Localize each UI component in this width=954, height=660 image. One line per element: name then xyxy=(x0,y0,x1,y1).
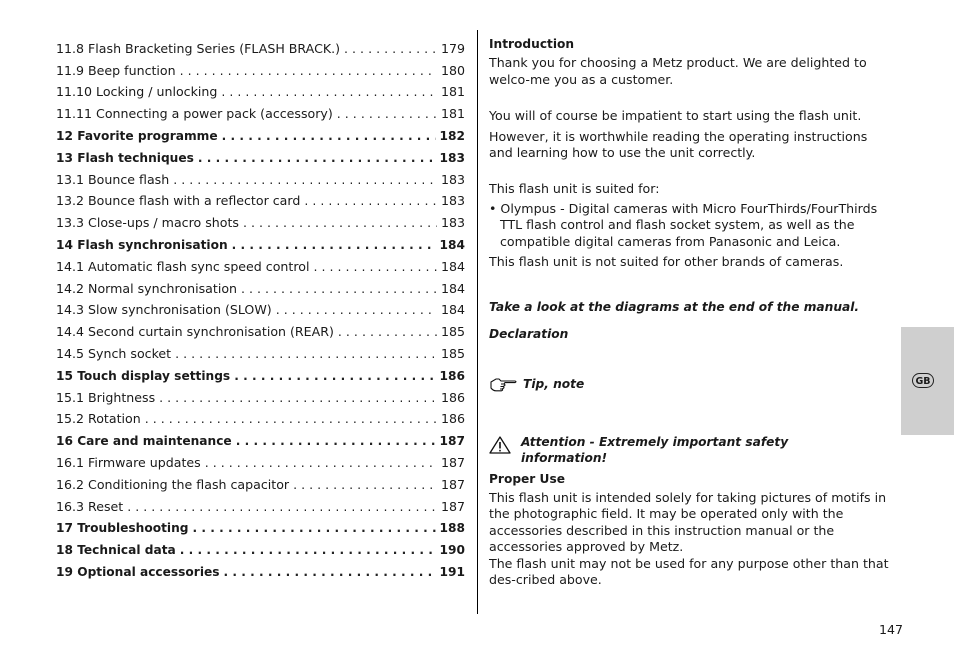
tip-row xyxy=(489,376,899,396)
toc-entry-title: 14.1 Automatic flash sync speed control xyxy=(56,258,310,274)
toc-entry-page: 186 xyxy=(440,411,465,427)
diagrams-note: Take a look at the diagrams at the end of the manual. xyxy=(489,300,860,315)
toc-leader-dots xyxy=(313,259,436,275)
tip-label: Tip, note xyxy=(523,377,585,392)
toc-entry-page: 185 xyxy=(440,324,465,340)
toc-entry-title: 12 Favorite programme xyxy=(56,128,218,143)
proper-use-heading: Proper Use xyxy=(489,471,565,486)
column-divider xyxy=(477,30,478,614)
toc-leader-dots xyxy=(145,411,437,427)
toc-entry-page: 183 xyxy=(440,193,465,209)
toc-entry xyxy=(56,318,465,340)
toc-entry-title: 19 Optional accessories xyxy=(56,564,220,579)
toc-entry-page: 184 xyxy=(440,280,465,296)
toc-entry-title: 14.2 Normal synchronisation xyxy=(56,280,238,296)
toc-entry-page: 185 xyxy=(440,345,465,361)
toc-entry xyxy=(56,362,465,384)
toc-leader-dots xyxy=(337,106,437,122)
toc-entry-title: 14.4 Second curtain synchronisation (REAR) xyxy=(56,324,334,340)
proper-use-paragraph-2: The flash unit may not be used for any purpose other than that des-cribed above. xyxy=(489,555,889,587)
attention-line-1: Attention - Extremely important safety xyxy=(521,434,789,449)
toc-entry-page: 181 xyxy=(440,106,465,122)
toc-entry-page: 181 xyxy=(440,84,465,100)
toc-entry xyxy=(56,384,465,406)
toc-entry-title: 16 Care and maintenance xyxy=(56,434,232,449)
toc-entry xyxy=(56,427,465,449)
toc-entry-title: 11.10 Locking / unlocking xyxy=(56,84,218,100)
toc-entry-page: 187 xyxy=(439,434,465,449)
toc-entry-title: 13 Flash techniques xyxy=(56,150,194,165)
toc-entry-page: 187 xyxy=(440,454,465,470)
toc-entry xyxy=(56,253,465,275)
page-number: 147 xyxy=(879,622,904,637)
introduction-heading: Introduction xyxy=(489,37,575,51)
impatient-paragraph: You will of course be impatient to start using the flash unit. xyxy=(489,108,862,124)
toc-entry-page: 186 xyxy=(439,368,465,383)
toc-entry-page: 179 xyxy=(440,40,465,56)
toc-entry-title: 11.9 Beep function xyxy=(56,62,176,78)
toc-entry xyxy=(56,493,465,515)
toc-leader-dots xyxy=(222,128,436,144)
toc-entry-page: 191 xyxy=(439,564,465,579)
toc-leader-dots xyxy=(205,455,437,471)
toc-leader-dots xyxy=(243,215,437,231)
toc-leader-dots xyxy=(198,150,436,166)
toc-entry xyxy=(56,122,465,144)
toc-entry-title: 15.2 Rotation xyxy=(56,411,141,427)
toc-leader-dots xyxy=(236,433,436,449)
toc-entry xyxy=(56,35,465,57)
toc-entry xyxy=(56,297,465,319)
toc-entry-title: 16.3 Reset xyxy=(56,498,124,514)
toc-entry-title: 14.5 Synch socket xyxy=(56,345,172,361)
toc-leader-dots xyxy=(127,499,437,515)
table-of-contents xyxy=(56,35,465,580)
toc-entry xyxy=(56,231,465,253)
toc-entry-title: 15.1 Brightness xyxy=(56,389,156,405)
suited-for-text: This flash unit is suited for: xyxy=(489,181,660,197)
toc-entry xyxy=(56,515,465,537)
toc-entry-title: 17 Troubleshooting xyxy=(56,521,189,536)
toc-leader-dots xyxy=(192,520,435,536)
toc-entry xyxy=(56,166,465,188)
toc-leader-dots xyxy=(180,63,437,79)
toc-entry-page: 180 xyxy=(440,62,465,78)
toc-entry-title: 16.2 Conditioning the flash capacitor xyxy=(56,476,290,492)
toc-leader-dots xyxy=(232,237,436,253)
toc-leader-dots xyxy=(304,193,437,209)
toc-entry-title: 13.1 Bounce flash xyxy=(56,171,170,187)
toc-entry xyxy=(56,536,465,558)
welcome-paragraph: Thank you for choosing a Metz product. We are delighted to welco-me you as a customer. xyxy=(489,55,867,87)
toc-leader-dots xyxy=(276,302,437,318)
toc-entry xyxy=(56,340,465,362)
toc-entry xyxy=(56,79,465,101)
toc-leader-dots xyxy=(241,281,437,297)
toc-entry-title: 13.2 Bounce flash with a reflector card xyxy=(56,193,301,209)
toc-entry-page: 183 xyxy=(439,150,465,165)
toc-entry-page: 183 xyxy=(440,215,465,231)
pointing-hand-icon xyxy=(489,376,523,396)
attention-line-2: information! xyxy=(521,451,608,466)
toc-leader-dots xyxy=(293,477,437,493)
toc-leader-dots xyxy=(221,84,437,100)
toc-entry xyxy=(56,188,465,210)
toc-entry-page: 187 xyxy=(440,498,465,514)
not-suited-text: This flash unit is not suited for other brands of cameras. xyxy=(489,254,844,270)
toc-entry-page: 190 xyxy=(439,543,465,558)
toc-entry xyxy=(56,471,465,493)
toc-entry-title: 16.1 Firmware updates xyxy=(56,454,201,470)
toc-leader-dots xyxy=(159,390,437,406)
toc-entry-page: 184 xyxy=(440,258,465,274)
toc-entry xyxy=(56,57,465,79)
toc-leader-dots xyxy=(175,346,437,362)
toc-entry xyxy=(56,144,465,166)
toc-entry-page: 184 xyxy=(439,237,465,252)
toc-entry-page: 182 xyxy=(439,128,465,143)
toc-entry-page: 187 xyxy=(440,476,465,492)
declaration-heading: Declaration xyxy=(489,326,569,341)
toc-entry-title: 14.3 Slow synchronisation (SLOW) xyxy=(56,302,272,318)
toc-entry-title: 15 Touch display settings xyxy=(56,368,231,383)
language-badge: GB xyxy=(912,373,934,388)
suited-bullet: • Olympus - Digital cameras with Micro FourThirds/FourThirds TTL flash control and flash socket system, as well as the compatible digital cameras from Panasonic and Leica. xyxy=(489,200,878,249)
toc-leader-dots xyxy=(338,324,437,340)
toc-leader-dots xyxy=(344,41,437,57)
toc-entry xyxy=(56,209,465,231)
toc-leader-dots xyxy=(173,172,437,188)
toc-entry-title: 18 Technical data xyxy=(56,543,176,558)
proper-use-paragraph-1: This flash unit is intended solely for taking pictures of motifs in the photographic field. It may be operated only with the accessories described in this instruction manual or the accessories approved by Metz. xyxy=(489,489,887,555)
toc-entry xyxy=(56,406,465,428)
toc-leader-dots xyxy=(224,564,436,580)
warning-triangle-icon xyxy=(489,434,521,458)
toc-entry-title: 11.11 Connecting a power pack (accessory) xyxy=(56,106,333,122)
toc-entry-title: 13.3 Close-ups / macro shots xyxy=(56,215,239,231)
toc-leader-dots xyxy=(234,368,435,384)
toc-entry-title: 11.8 Flash Bracketing Series (FLASH BRACK.) xyxy=(56,40,341,56)
toc-entry xyxy=(56,449,465,471)
toc-entry-page: 183 xyxy=(440,171,465,187)
toc-entry xyxy=(56,275,465,297)
toc-entry-title: 14 Flash synchronisation xyxy=(56,237,228,252)
attention-row xyxy=(489,434,899,467)
toc-entry-page: 184 xyxy=(440,302,465,318)
reading-paragraph: However, it is worthwhile reading the operating instructions and learning how to use the unit correctly. xyxy=(489,128,868,161)
toc-entry xyxy=(56,558,465,580)
toc-entry-page: 186 xyxy=(440,389,465,405)
toc-entry-page: 188 xyxy=(439,521,465,536)
toc-leader-dots xyxy=(180,542,436,558)
introduction-column xyxy=(489,36,899,588)
toc-entry xyxy=(56,100,465,122)
